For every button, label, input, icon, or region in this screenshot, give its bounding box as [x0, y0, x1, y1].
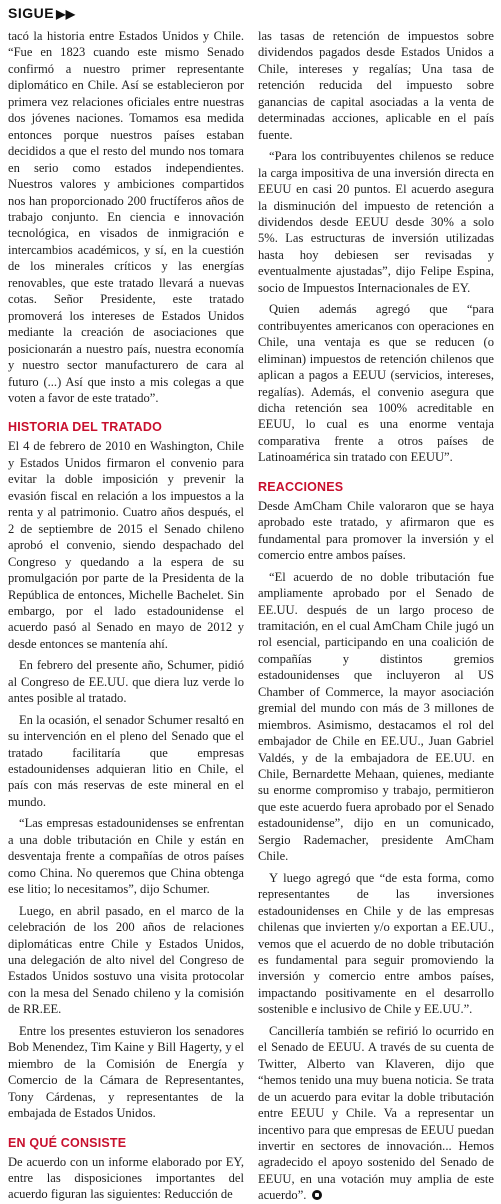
continue-label	[8, 5, 76, 21]
section-heading-reactions: REACCIONES	[258, 479, 344, 494]
paragraph: El 4 de febrero de 2010 en Washington, Chile y Estados Unidos firmaron el convenio para evitar la doble imposición y prevenir la evasión fiscal en relación a los impuestos a la renta y al patrimonio. Cuatro años después, el 2 de septiembre de 2015 el Senado chileno aprobó el convenio, siendo despachado del Congreso y quedando a la espera de su promulgación por parte de la Presidenta de la República de entonces, Michelle Bachelet. Sin embargo, por el lado estadounidense el acuerdo pasó al Senado en mayo de 2012 y desde entonces se mantenía ahí.	[8, 439, 244, 651]
paragraph: Entre los presentes estuvieron los senadores Bob Menendez, Tim Kaine y Bill Hagerty, y el miembro de la Comisión de Energía y Comercio de la Cámara de Representantes, Tony Cárdenas, y representantes de la embajada de Estados Unidos.	[8, 1023, 244, 1121]
paragraph: En la ocasión, el senador Schumer resaltó en su intervención en el pleno del Senado que el tratado facilitaría que empresas estadounidenses adquieran litio en Chile, el país con más reservas de este mineral en el mundo.	[8, 712, 244, 809]
final-paragraph	[258, 1023, 494, 1204]
double-arrow-icon: ▶▶	[56, 7, 76, 21]
continue-text: SIGUE	[8, 5, 55, 21]
paragraph: Quien además agregó que “para contribuyentes americanos con operaciones en Chile, una ventaja es que se reducen (o eliminan) impuestos de retención chilenos que aplican a pagos a EEUU (servicios, intereses, regalías). Además, el convenio asegura que dicha retención sea 100% acreditable en EEUU, lo cual es una enorme ventaja comparativa frente a otros países de Latinoamérica sin tratado con EEUU”.	[258, 302, 494, 465]
paragraph: Desde AmCham Chile valoraron que se haya aprobado este tratado, y afirmaron que es fundamental para promover la inversión y el comercio entre ambos países.	[258, 498, 494, 563]
end-of-article-icon	[312, 1190, 322, 1200]
paragraph: De acuerdo con un informe elaborado por EY, entre las disposiciones importantes del acuerdo figuran las siguientes: Reducción de	[8, 1154, 244, 1202]
paragraph: tacó la historia entre Estados Unidos y Chile. “Fue en 1823 cuando este mismo Senado confirmó a nuestro primer representante diplomático en Chile. Así se establecieron por primera vez relaciones oficiales entre nuestras dos jóvenes naciones. Tomamos esa medida entonces porque nuestros países estaban decididos a que el resto del mundo nos tomara en serio como estados independientes. Nuestros valores y ambiciones compartidos nos han proporcionado 200 fructíferos años de trabajo conjunto. En ciencia e innovación tecnológica, en visados de inmigración e intercambios académicos, y sí, en la cuestión de los minerales críticos y las energías renovables, que este tratado llevará a nuevas cotas. Señor Presidente, este tratado promoverá los intereses de Estados Unidos mediante la creación de asociaciones que posicionarán a nuestro país, nuestra economía y nuestro sector manufacturero de cara al futuro (...) Así que insto a mis colegas a que voten a favor de este tratado”.	[8, 29, 244, 405]
paragraph: “El acuerdo de no doble tributación fue ampliamente aprobado por el Senado de EE.UU. después de un largo proceso de tramitación, en el cual AmCham Chile jugó un rol esencial, participando en una coalición de compañías y distintos gremios estadounidenses que incluyeron al US Chamber of Commerce, la mayor asociación gremial del mundo con más de 3 millones de miembros. Asimismo, destacamos el rol del embajador de Chile en EE.UU., Juan Gabriel Valdés, y de la embajadora de EE.UU. en Chile, Bernardette Mehaan, quienes, mediante su enorme compromiso y trabajo, permitieron que este acuerdo fuera aprobado por el Senado estadounidense”, dijo en un comunicado, Sergio Rademacher, presidente AmCham Chile.	[258, 569, 494, 864]
paragraph: Luego, en abril pasado, en el marco de la celebración de los 200 años de relaciones diplomáticas entre Chile y Estados Unidos, una delegación de alto nivel del Congreso de Estados Unidos sostuvo una visita protocolar con la mesa del Senado chileno y la comisión de RR.EE.	[8, 903, 244, 1017]
paragraph: “Para los contribuyentes chilenos se reduce la carga impositiva de una inversión directa en EEUU en casi 20 puntos. El acuerdo asegura la disminución del impuesto de retención a dividendos desde EEUU desde 30% a solo 5%. Las estructuras de inversión utilizadas hasta hoy debiesen ser revisadas y eventualmente ajustadas”, dijo Felipe Espina, socio de Impuestos Internacionales de EY.	[258, 149, 494, 295]
paragraph: las tasas de retención de impuestos sobre dividendos pagados desde Estados Unidos a Chile, intereses y regalías; Una tasa de retención reducida del impuesto sobre ganancias de capital asociadas a la venta de determinadas acciones, aplicable en el país fuente.	[258, 29, 494, 142]
paragraph: Y luego agregó que “de esta forma, como representantes de las inversiones estadounidenses en Chile y de las empresas chilenas que invierten y/o exportan a EE.UU., vemos que el acuerdo de no doble tributación es fundamental para seguir promoviendo la inversión y comercio entre ambos países, impactando positivamente en el desarrollo sostenible e inclusivo de Chile y EE.UU.”.	[258, 870, 494, 1017]
right-column	[258, 28, 494, 1203]
section-heading-history: HISTORIA DEL TRATADO	[8, 420, 162, 435]
left-column	[8, 28, 244, 1202]
paragraph-text: Cancillería también se refirió lo ocurrido en el Senado de EEUU. A través de su cuenta de Twitter, Alberto van Klaveren, dijo que “hemos tenido una muy buena noticia. Se trata de un acuerdo para evitar la doble tributación entre EEUU y Chile. Va a representar un incentivo para que empresas de EEUU puedan invertir en sectores de innovación... Hemos agradecido el apoyo sostenido del Senado de EEUU, en una votación muy amplia de este acuerdo”.	[258, 1023, 494, 1203]
paragraph: En febrero del presente año, Schumer, pidió al Congreso de EE.UU. que diera luz verde lo antes posible al tratado.	[8, 658, 244, 706]
section-heading-consists: EN QUÉ CONSISTE	[8, 1135, 127, 1150]
paragraph: “Las empresas estadounidenses se enfrentan a una doble tributación en Chile y están en desventaja frente a compañías de otros países como China. No queremos que China obtenga ese litio; lo necesitamos”, dijo Schumer.	[8, 816, 244, 897]
